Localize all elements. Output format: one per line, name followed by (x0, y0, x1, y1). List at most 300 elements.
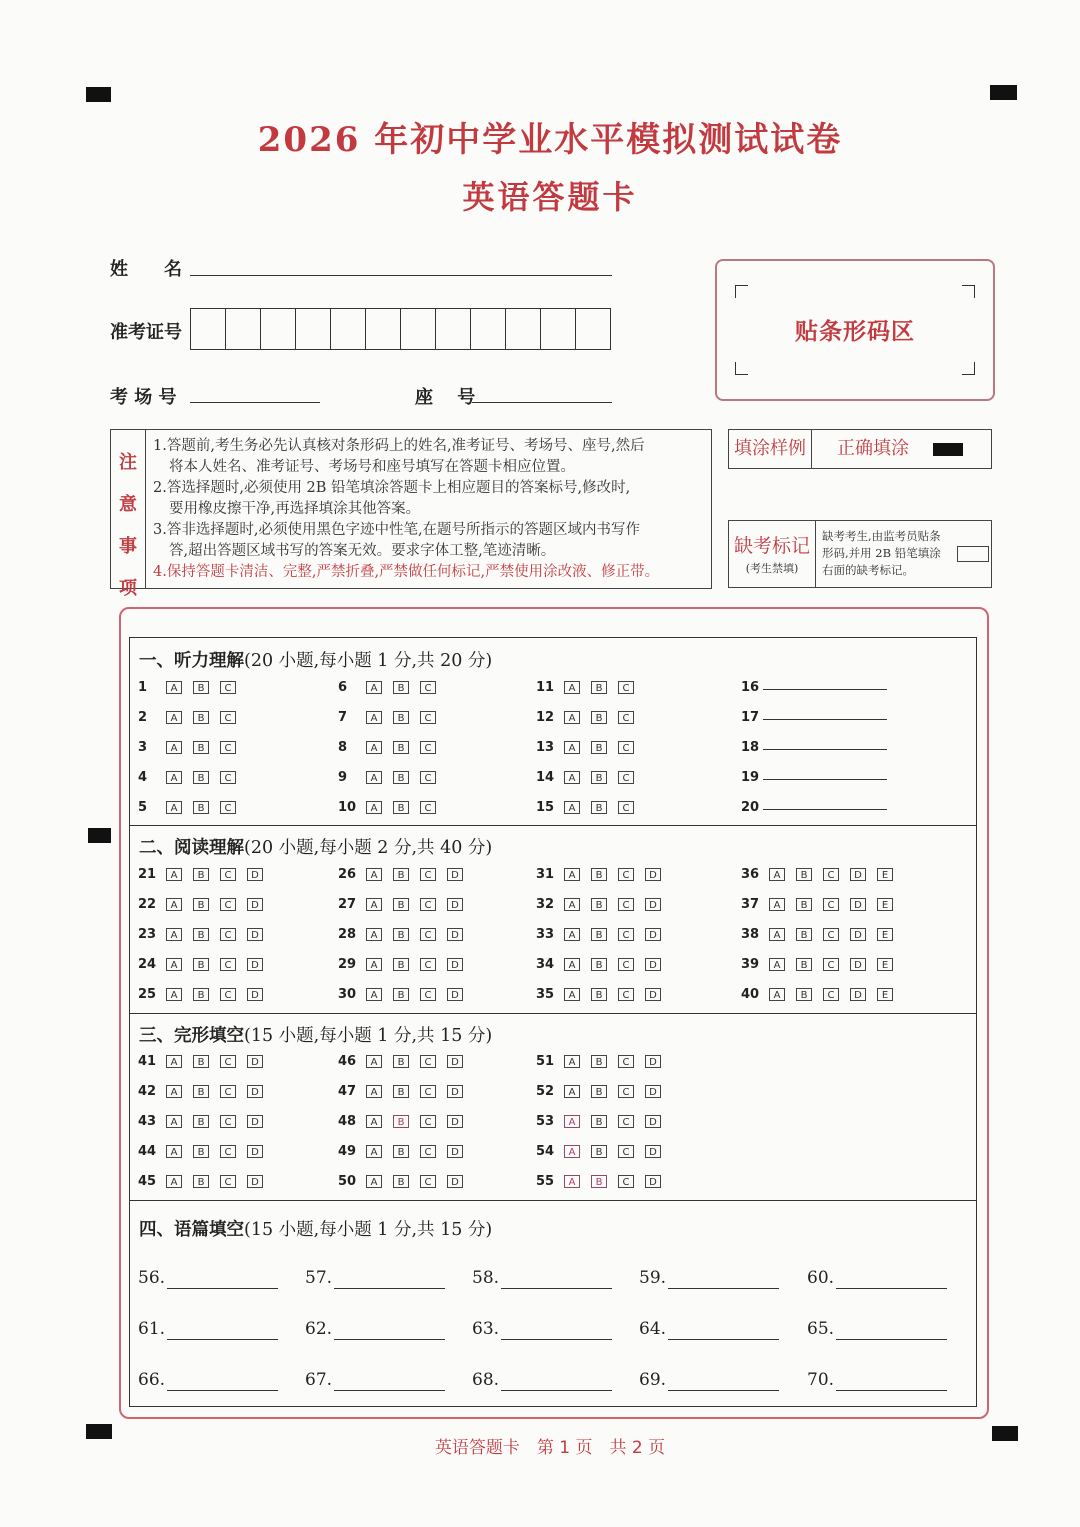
answer-option-bubble[interactable]: A (166, 1055, 182, 1068)
answer-option-bubble[interactable]: D (247, 1175, 263, 1188)
answer-line[interactable] (668, 1288, 779, 1289)
name-label: 姓 名 (110, 259, 182, 280)
answer-option-bubble[interactable]: D (247, 1085, 263, 1098)
answer-line[interactable] (836, 1339, 947, 1340)
answer-option-bubble[interactable]: C (220, 1145, 236, 1158)
answer-option-bubble[interactable]: A (564, 711, 580, 724)
seat-field[interactable] (472, 402, 612, 403)
answer-option-bubble[interactable]: B (591, 1085, 607, 1098)
answer-option-bubble[interactable]: A (366, 741, 382, 754)
answer-option-bubble[interactable]: E (877, 868, 893, 881)
answer-option-bubble[interactable]: A (166, 898, 182, 911)
question-row (741, 894, 904, 914)
question-row (338, 924, 474, 944)
answer-option-bubble[interactable]: A (166, 928, 182, 941)
answer-option-bubble[interactable]: D (447, 988, 463, 1001)
answer-option-bubble[interactable]: B (591, 771, 607, 784)
answer-option-bubble[interactable]: D (645, 1145, 661, 1158)
question-number: 64. (639, 1319, 667, 1339)
answer-option-bubble[interactable]: B (393, 711, 409, 724)
exam-id-cell[interactable] (226, 309, 261, 349)
answer-option-bubble[interactable]: B (193, 1085, 209, 1098)
answer-option-bubble[interactable]: C (823, 868, 839, 881)
answer-option-bubble[interactable]: C (420, 1175, 436, 1188)
answer-option-bubble[interactable]: A (166, 711, 182, 724)
answer-option-bubble[interactable]: A (366, 1085, 382, 1098)
answer-option-bubble[interactable]: C (618, 1175, 634, 1188)
answer-option-bubble[interactable]: C (220, 711, 236, 724)
answer-option-bubble[interactable]: C (420, 928, 436, 941)
answer-option-bubble[interactable]: D (247, 1055, 263, 1068)
answer-option-bubble[interactable]: A (166, 1175, 182, 1188)
answer-option-bubble[interactable]: C (823, 988, 839, 1001)
answer-option-bubble[interactable]: B (193, 1175, 209, 1188)
exam-id-label: 准考证号 (110, 322, 182, 343)
answer-option-bubble[interactable]: B (591, 1115, 607, 1128)
answer-option-bubble[interactable]: A (366, 1055, 382, 1068)
answer-option-bubble[interactable]: D (645, 868, 661, 881)
answer-option-bubble[interactable]: D (645, 928, 661, 941)
answer-option-bubble[interactable]: A (366, 1115, 382, 1128)
question-row (741, 954, 904, 974)
answer-option-bubble[interactable]: A (366, 801, 382, 814)
answer-option-bubble[interactable]: A (564, 928, 580, 941)
question-row (138, 894, 274, 914)
exam-id-cell[interactable] (331, 309, 366, 349)
answer-option-bubble[interactable]: B (193, 958, 209, 971)
exam-room-field[interactable] (190, 402, 320, 403)
answer-option-bubble[interactable]: C (618, 1055, 634, 1068)
answer-line[interactable] (763, 749, 887, 750)
question-number: 58. (472, 1268, 500, 1288)
answer-option-bubble[interactable]: B (591, 898, 607, 911)
answer-option-bubble[interactable]: B (193, 1115, 209, 1128)
answer-option-bubble[interactable]: D (247, 868, 263, 881)
answer-option-bubble[interactable]: A (769, 868, 785, 881)
answer-option-bubble[interactable]: B (393, 681, 409, 694)
answer-option-bubble[interactable]: C (823, 958, 839, 971)
answer-option-bubble[interactable]: D (850, 958, 866, 971)
answer-option-bubble[interactable]: A (564, 771, 580, 784)
question-number: 20 (741, 799, 760, 815)
exam-id-cell[interactable] (296, 309, 331, 349)
answer-option-bubble[interactable]: C (420, 958, 436, 971)
answer-option-bubble[interactable]: A (564, 1175, 580, 1188)
answer-option-bubble[interactable]: D (447, 1085, 463, 1098)
answer-line[interactable] (836, 1288, 947, 1289)
answer-option-bubble[interactable]: C (220, 1055, 236, 1068)
answer-option-bubble[interactable]: D (850, 898, 866, 911)
exam-id-cell[interactable] (261, 309, 296, 349)
answer-option-bubble[interactable]: C (420, 988, 436, 1001)
answer-option-bubble[interactable]: D (645, 988, 661, 1001)
answer-option-bubble[interactable]: B (591, 958, 607, 971)
answer-option-bubble[interactable]: E (877, 898, 893, 911)
answer-option-bubble[interactable]: B (591, 681, 607, 694)
answer-option-bubble[interactable]: A (564, 958, 580, 971)
question-number: 52 (536, 1083, 555, 1099)
answer-option-bubble[interactable]: C (618, 771, 634, 784)
question-number: 24 (138, 956, 157, 972)
answer-option-bubble[interactable]: B (393, 1085, 409, 1098)
answer-option-bubble[interactable]: D (447, 1055, 463, 1068)
absent-note: (考生禁填) (745, 562, 799, 575)
exam-id-cell[interactable] (401, 309, 436, 349)
answer-option-bubble[interactable]: A (366, 1175, 382, 1188)
answer-option-bubble[interactable]: D (247, 958, 263, 971)
answer-option-bubble[interactable]: B (393, 1115, 409, 1128)
question-row (536, 707, 645, 727)
answer-option-bubble[interactable]: C (420, 868, 436, 881)
question-row (741, 737, 901, 757)
answer-option-bubble[interactable]: D (447, 898, 463, 911)
answer-option-bubble[interactable]: D (645, 1115, 661, 1128)
answer-option-bubble[interactable]: C (420, 1115, 436, 1128)
answer-option-bubble[interactable]: A (166, 801, 182, 814)
absent-description: 缺考考生,由监考员贴条形码,并用 2B 铅笔填涂右面的缺考标记。 (822, 529, 941, 577)
answer-option-bubble[interactable]: B (193, 801, 209, 814)
answer-line[interactable] (668, 1390, 779, 1391)
answer-option-bubble[interactable]: C (220, 928, 236, 941)
question-row (536, 797, 645, 817)
absent-checkbox[interactable] (957, 546, 989, 562)
answer-option-bubble[interactable]: A (166, 868, 182, 881)
answer-line[interactable] (668, 1339, 779, 1340)
answer-option-bubble[interactable]: C (618, 801, 634, 814)
answer-option-bubble[interactable]: D (247, 928, 263, 941)
answer-option-bubble[interactable]: A (366, 988, 382, 1001)
answer-option-bubble[interactable]: D (645, 898, 661, 911)
answer-option-bubble[interactable]: A (769, 958, 785, 971)
question-row (536, 677, 645, 697)
answer-option-bubble[interactable]: B (393, 988, 409, 1001)
answer-option-bubble[interactable]: C (618, 741, 634, 754)
answer-line[interactable] (334, 1339, 445, 1340)
answer-option-bubble[interactable]: B (796, 988, 812, 1001)
answer-option-bubble[interactable]: B (393, 1055, 409, 1068)
question-row (536, 894, 672, 914)
section-title-passage-fill: 四、语篇填空(15 小题,每小题 1 分,共 15 分) (139, 1220, 493, 1240)
answer-option-bubble[interactable]: C (618, 928, 634, 941)
answer-line[interactable] (763, 689, 887, 690)
answer-option-bubble[interactable]: D (850, 868, 866, 881)
answer-option-bubble[interactable]: B (393, 1145, 409, 1158)
answer-line[interactable] (836, 1390, 947, 1391)
exam-id-cell[interactable] (191, 309, 226, 349)
answer-option-bubble[interactable]: A (366, 928, 382, 941)
answer-option-bubble[interactable]: B (591, 711, 607, 724)
fill-blank-question (807, 1319, 834, 1339)
answer-option-bubble[interactable]: D (447, 928, 463, 941)
answer-option-bubble[interactable]: B (591, 1175, 607, 1188)
answer-option-bubble[interactable]: C (618, 958, 634, 971)
answer-option-bubble[interactable]: B (193, 681, 209, 694)
answer-option-bubble[interactable]: C (420, 681, 436, 694)
answer-option-bubble[interactable]: A (166, 1115, 182, 1128)
answer-option-bubble[interactable]: C (618, 898, 634, 911)
answer-option-bubble[interactable]: C (220, 1085, 236, 1098)
question-number: 3 (138, 739, 148, 755)
answer-option-bubble[interactable]: E (877, 958, 893, 971)
answer-option-bubble[interactable]: C (220, 1175, 236, 1188)
correct-fill-label: 正确填涂 (837, 438, 909, 459)
answer-option-bubble[interactable]: D (447, 958, 463, 971)
exam-id-cell[interactable] (471, 309, 506, 349)
answer-option-bubble[interactable]: A (564, 681, 580, 694)
answer-option-bubble[interactable]: A (366, 898, 382, 911)
question-number: 12 (536, 709, 555, 725)
question-number: 25 (138, 986, 157, 1002)
question-row (138, 707, 247, 727)
answer-option-bubble[interactable]: B (796, 958, 812, 971)
question-row (338, 984, 474, 1004)
answer-option-bubble[interactable]: E (877, 988, 893, 1001)
answer-option-bubble[interactable]: C (420, 1085, 436, 1098)
answer-area (129, 637, 977, 1407)
answer-option-bubble[interactable]: B (591, 988, 607, 1001)
answer-line[interactable] (763, 779, 887, 780)
answer-option-bubble[interactable]: A (564, 741, 580, 754)
answer-option-bubble[interactable]: D (447, 868, 463, 881)
answer-option-bubble[interactable]: A (564, 1115, 580, 1128)
answer-option-bubble[interactable]: B (193, 1055, 209, 1068)
question-row (138, 677, 247, 697)
answer-option-bubble[interactable]: C (220, 868, 236, 881)
exam-room-label: 考 场 号 (110, 387, 177, 408)
answer-option-bubble[interactable]: C (420, 1055, 436, 1068)
question-row (138, 864, 274, 884)
answer-option-bubble[interactable]: B (193, 988, 209, 1001)
answer-option-bubble[interactable]: B (193, 1145, 209, 1158)
answer-option-bubble[interactable]: E (877, 928, 893, 941)
question-number: 53 (536, 1113, 555, 1129)
answer-line[interactable] (763, 719, 887, 720)
answer-option-bubble[interactable]: B (591, 1055, 607, 1068)
answer-line[interactable] (167, 1339, 278, 1340)
question-number: 68. (472, 1370, 500, 1390)
question-number: 13 (536, 739, 555, 755)
answer-option-bubble[interactable]: B (393, 928, 409, 941)
notice-text: 1.答题前,考生务必先认真核对条形码上的姓名,准考证号、考场号、座号,然后 将本人姓名、准考证号、考场号和座号填写在答题卡相应位置。 2.答选择题时,必须使用 2B 铅笔填涂答题卡上相应题目的答案标号,修改时, 要用橡皮擦干净,再选择填涂其他答案。 3.答非选择题时,必须使用黑色字迹中性笔,在题号所指示的答题区域内书写作 答,超出答题区域书写的答案无效。要求字体工整,笔迹清晰。 4.保持答题卡清洁、完整,严禁折叠,严禁做任何标记,严禁使用涂改液、修正带。 (153, 438, 660, 580)
answer-option-bubble[interactable]: B (591, 1145, 607, 1158)
answer-option-bubble[interactable]: C (618, 1085, 634, 1098)
question-number: 2 (138, 709, 148, 725)
answer-line[interactable] (167, 1288, 278, 1289)
answer-option-bubble[interactable]: A (769, 928, 785, 941)
answer-option-bubble[interactable]: B (393, 771, 409, 784)
question-number: 11 (536, 679, 555, 695)
answer-line[interactable] (334, 1288, 445, 1289)
answer-option-bubble[interactable]: A (564, 988, 580, 1001)
answer-option-bubble[interactable]: B (193, 771, 209, 784)
answer-option-bubble[interactable]: A (366, 868, 382, 881)
absent-mark-box (728, 520, 992, 588)
answer-option-bubble[interactable]: A (166, 1145, 182, 1158)
answer-option-bubble[interactable]: C (220, 1115, 236, 1128)
answer-option-bubble[interactable]: A (366, 681, 382, 694)
answer-option-bubble[interactable]: C (220, 771, 236, 784)
question-row (138, 797, 247, 817)
answer-option-bubble[interactable]: C (220, 741, 236, 754)
answer-option-bubble[interactable]: C (420, 898, 436, 911)
answer-option-bubble[interactable]: C (823, 928, 839, 941)
answer-option-bubble[interactable]: B (591, 928, 607, 941)
answer-option-bubble[interactable]: A (769, 898, 785, 911)
question-number: 38 (741, 926, 760, 942)
answer-option-bubble[interactable]: A (166, 1085, 182, 1098)
answer-option-bubble[interactable]: A (366, 711, 382, 724)
question-row (338, 797, 447, 817)
answer-option-bubble[interactable]: C (823, 898, 839, 911)
answer-option-bubble[interactable]: C (420, 1145, 436, 1158)
question-number: 17 (741, 709, 760, 725)
answer-option-bubble[interactable]: D (850, 988, 866, 1001)
registration-mark (86, 87, 111, 102)
question-row (138, 1141, 274, 1161)
answer-option-bubble[interactable]: A (166, 958, 182, 971)
answer-option-bubble[interactable]: A (564, 1145, 580, 1158)
question-row (338, 677, 447, 697)
answer-option-bubble[interactable]: C (618, 711, 634, 724)
question-row (338, 707, 447, 727)
answer-option-bubble[interactable]: C (220, 801, 236, 814)
answer-line[interactable] (501, 1288, 612, 1289)
answer-option-bubble[interactable]: D (247, 988, 263, 1001)
answer-option-bubble[interactable]: B (591, 741, 607, 754)
exam-id-cell[interactable] (436, 309, 471, 349)
answer-option-bubble[interactable]: D (645, 1055, 661, 1068)
answer-option-bubble[interactable]: C (220, 988, 236, 1001)
answer-option-bubble[interactable]: D (645, 958, 661, 971)
answer-line[interactable] (501, 1390, 612, 1391)
answer-option-bubble[interactable]: B (193, 898, 209, 911)
name-field[interactable] (190, 275, 612, 276)
answer-option-bubble[interactable]: B (193, 741, 209, 754)
answer-line[interactable] (763, 809, 887, 810)
answer-option-bubble[interactable]: B (796, 928, 812, 941)
question-row (338, 1081, 474, 1101)
question-number: 43 (138, 1113, 157, 1129)
fill-blank-question (305, 1370, 332, 1390)
answer-option-bubble[interactable]: C (618, 868, 634, 881)
answer-option-bubble[interactable]: C (420, 801, 436, 814)
answer-option-bubble[interactable]: D (850, 928, 866, 941)
answer-option-bubble[interactable]: C (618, 988, 634, 1001)
answer-line[interactable] (501, 1339, 612, 1340)
answer-option-bubble[interactable]: C (618, 681, 634, 694)
answer-option-bubble[interactable]: B (193, 868, 209, 881)
question-row (338, 1141, 474, 1161)
question-row (741, 707, 901, 727)
exam-id-cell[interactable] (506, 309, 541, 349)
question-row (536, 1081, 672, 1101)
answer-option-bubble[interactable]: D (447, 1175, 463, 1188)
question-number: 60. (807, 1268, 835, 1288)
answer-option-bubble[interactable]: D (247, 1145, 263, 1158)
answer-option-bubble[interactable]: A (166, 681, 182, 694)
question-number: 21 (138, 866, 157, 882)
answer-option-bubble[interactable]: B (193, 928, 209, 941)
answer-option-bubble[interactable]: A (166, 771, 182, 784)
answer-option-bubble[interactable]: D (247, 1115, 263, 1128)
answer-option-bubble[interactable]: C (420, 771, 436, 784)
question-row (741, 797, 901, 817)
answer-option-bubble[interactable]: A (564, 1085, 580, 1098)
question-number: 29 (338, 956, 357, 972)
section-divider (130, 825, 976, 826)
answer-option-bubble[interactable]: B (393, 958, 409, 971)
question-number: 31 (536, 866, 555, 882)
answer-option-bubble[interactable]: A (564, 1055, 580, 1068)
answer-option-bubble[interactable]: D (247, 898, 263, 911)
answer-line[interactable] (334, 1390, 445, 1391)
fill-blank-question (305, 1319, 332, 1339)
answer-option-bubble[interactable]: A (366, 771, 382, 784)
question-number: 5 (138, 799, 148, 815)
answer-option-bubble[interactable]: C (220, 681, 236, 694)
exam-id-cell[interactable] (541, 309, 576, 349)
answer-option-bubble[interactable]: A (564, 868, 580, 881)
question-number: 23 (138, 926, 157, 942)
answer-option-bubble[interactable]: B (393, 801, 409, 814)
question-row (536, 924, 672, 944)
answer-option-bubble[interactable]: A (366, 1145, 382, 1158)
answer-option-bubble[interactable]: D (447, 1115, 463, 1128)
exam-id-cell[interactable] (366, 309, 401, 349)
question-row (741, 984, 904, 1004)
answer-option-bubble[interactable]: B (193, 711, 209, 724)
answer-option-bubble[interactable]: C (618, 1115, 634, 1128)
answer-option-bubble[interactable]: A (564, 801, 580, 814)
answer-option-bubble[interactable]: D (447, 1145, 463, 1158)
question-number: 48 (338, 1113, 357, 1129)
answer-option-bubble[interactable]: A (166, 741, 182, 754)
answer-option-bubble[interactable]: A (769, 988, 785, 1001)
fill-blank-question (472, 1370, 499, 1390)
question-number: 7 (338, 709, 348, 725)
exam-id-cell[interactable] (576, 309, 610, 349)
fill-blank-question (138, 1319, 165, 1339)
answer-option-bubble[interactable]: A (564, 898, 580, 911)
answer-option-bubble[interactable]: C (618, 1145, 634, 1158)
answer-line[interactable] (167, 1390, 278, 1391)
answer-option-bubble[interactable]: C (220, 958, 236, 971)
answer-option-bubble[interactable]: C (420, 711, 436, 724)
question-number: 22 (138, 896, 157, 912)
answer-option-bubble[interactable]: C (220, 898, 236, 911)
question-row (338, 737, 447, 757)
answer-option-bubble[interactable]: D (645, 1085, 661, 1098)
answer-option-bubble[interactable]: C (420, 741, 436, 754)
answer-option-bubble[interactable]: B (796, 868, 812, 881)
answer-option-bubble[interactable]: A (166, 988, 182, 1001)
exam-id-grid[interactable] (190, 308, 611, 350)
question-number: 37 (741, 896, 760, 912)
answer-option-bubble[interactable]: B (393, 1175, 409, 1188)
answer-option-bubble[interactable]: B (393, 868, 409, 881)
section-title-listening: 一、听力理解(20 小题,每小题 1 分,共 20 分) (139, 651, 493, 671)
answer-option-bubble[interactable]: B (796, 898, 812, 911)
barcode-label: 贴条形码区 (795, 319, 915, 345)
answer-option-bubble[interactable]: A (366, 958, 382, 971)
answer-option-bubble[interactable]: B (393, 898, 409, 911)
answer-option-bubble[interactable]: B (591, 868, 607, 881)
question-number: 39 (741, 956, 760, 972)
question-number: 19 (741, 769, 760, 785)
answer-option-bubble[interactable]: B (591, 801, 607, 814)
answer-option-bubble[interactable]: B (393, 741, 409, 754)
answer-option-bubble[interactable]: D (645, 1175, 661, 1188)
